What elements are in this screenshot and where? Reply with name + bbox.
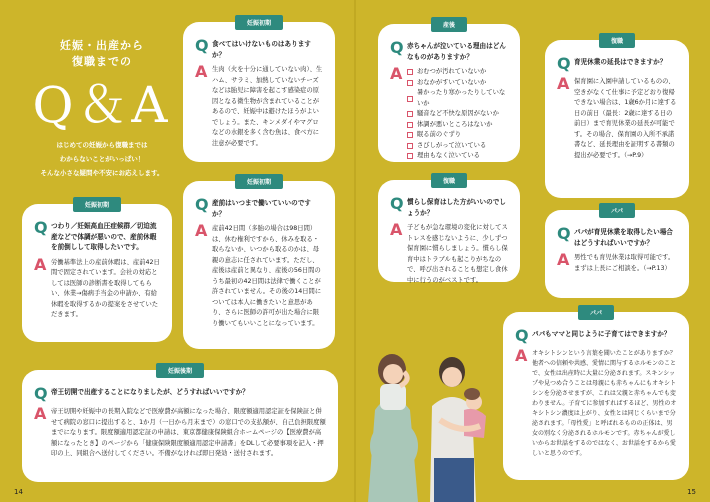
q-mark: Q	[390, 194, 404, 213]
question-row	[195, 38, 323, 60]
question-text: 慣らし保育はした方がいいのでしょうか？	[407, 198, 506, 217]
question-row	[390, 40, 508, 62]
question-row	[34, 386, 326, 402]
mother-illustration	[368, 354, 418, 502]
qa-card-papa-leave	[545, 210, 689, 298]
question-row	[195, 197, 323, 219]
father-child-illustration	[430, 357, 486, 502]
qa-card-papa-parenting	[503, 312, 689, 480]
answer-row	[34, 254, 160, 321]
question-text: 育児休業の延長はできますか？	[574, 58, 667, 66]
answer-text: オキシトシンという言葉を聞いたことがありますか？他者への信頼や共感、愛情に関与するホルモンのことで、女性は出産時に大量に分泌されます。スキンシップや見つめ合うことは母親にも赤ちゃんにもオキシトシンを分泌させますが、これは父親と赤ちゃんでも変わりません。子育てに参加すればするほど、男性のオキシトシン濃度は上がり、女性とは同じくらいまで分泌されます。「母性愛」と呼ばれるものの正体は、男女の別なく分泌されるホルモンです。赤ちゃんが愛しいからお世話をするのではなく、お世話をするから愛しいと思うのです。	[532, 350, 677, 457]
answer-row	[390, 222, 508, 286]
list-item: 暑かったり寒かったりしていないか	[407, 88, 508, 109]
tag-label: 妊娠初期	[235, 15, 283, 30]
check-box-icon	[407, 132, 413, 138]
a-mark: A	[390, 220, 403, 239]
tag-label: パパ	[578, 305, 614, 320]
qa-card-work-until	[183, 181, 335, 349]
answer-row	[195, 223, 323, 329]
list-item: 騒音など不快な原因がないか	[407, 109, 508, 120]
answer-row	[390, 66, 508, 162]
answer-row	[195, 64, 323, 149]
check-box-icon	[407, 69, 413, 75]
question-row	[557, 226, 677, 248]
question-text: パパもママと同じように子育てはできますか？	[532, 330, 671, 338]
title-block	[22, 38, 182, 178]
a-mark: A	[390, 64, 403, 83]
answer-text: 労働基準法上の産前休暇は、産前42日間で固定されています。会社の対応としては医師の診断書を取得してもらい、休業→傷病手当金の申請か、有給休暇を取得するかの提案をさせていただきます。	[51, 258, 160, 318]
title-line-2: 復職までの	[72, 55, 132, 68]
q-mark: Q	[390, 38, 404, 57]
title-line-1: 妊娠・出産から	[60, 39, 144, 52]
question-text: 産前はいつまで働いていいのですか？	[212, 199, 311, 218]
qa-card-trial-daycare	[378, 180, 520, 282]
answer-row	[34, 406, 326, 460]
q-mark: Q	[557, 224, 571, 243]
list-item: 眠る前のぐずり	[407, 130, 508, 141]
check-box-icon	[407, 111, 413, 117]
q-mark: Q	[34, 218, 48, 237]
question-text: 食べてはいけないものはありますか？	[212, 40, 311, 59]
answer-text: 子どもが急な環境の変化に対してストレスを感じないように、少しずつ保育園に慣らしましょう。慣らし保育中はトラブルも起こりがちなので、呼び出されることも想定し食休中に行うのがベストです。	[407, 224, 508, 284]
check-box-icon	[407, 153, 413, 159]
question-row	[557, 56, 677, 72]
qa-card-early-leave	[22, 204, 172, 342]
answer-text: 保育園に入園申請しているものの、空きがなくて仕事に予定どおり復帰できない場合は、1歳6か月に達する日の前日（最長：2歳に達する日の前日）まで育児休業の延長が可能です。その場合、保育園の入所不承諾書など、延長理由を証明する書類の提出が必要です。（→P.9）	[574, 78, 677, 159]
list-item: おなかがすいていないか	[407, 78, 508, 89]
a-mark: A	[557, 74, 570, 93]
question-row	[515, 328, 677, 344]
page-number-right: 15	[687, 488, 696, 496]
page-spine	[354, 0, 356, 502]
question-row	[34, 220, 160, 253]
question-text: 赤ちゃんが泣いている理由はどんなものがありますか？	[407, 42, 506, 61]
tag-label: 妊娠初期	[73, 197, 121, 212]
qa-card-food	[183, 22, 335, 162]
question-text: つわり／妊娠高血圧症候群／切迫流産などで体調が悪いので、産前休暇を前倒しして取得したいです。	[51, 222, 157, 251]
title-sub-1: はじめての妊娠から復職までは	[56, 141, 148, 149]
answer-row	[557, 76, 677, 161]
tag-label: パパ	[599, 203, 635, 218]
parents-illustration	[360, 350, 500, 502]
check-box-icon	[407, 122, 413, 128]
answer-text: 男性でも育児休業は取得可能です。まずは上長にご相談を。（→P.13）	[574, 254, 675, 272]
question-row	[390, 196, 508, 218]
answer-row	[557, 252, 677, 274]
page-reference: （→P.13）	[643, 264, 671, 272]
tag-label: 妊娠後期	[156, 363, 204, 378]
q-mark: Q	[195, 195, 209, 214]
q-mark: Q	[515, 326, 529, 345]
a-mark: A	[557, 250, 570, 269]
a-mark: A	[195, 62, 208, 81]
title-sub-2: わからないことがいっぱい！	[59, 155, 145, 163]
a-mark: A	[195, 221, 208, 240]
qa-card-leave-extension	[545, 40, 689, 198]
q-mark: Q	[557, 54, 571, 73]
q-mark: Q	[34, 384, 48, 403]
a-mark: A	[34, 254, 47, 274]
page-number-left: 14	[14, 488, 23, 496]
check-box-icon	[407, 143, 413, 149]
a-mark: A	[515, 346, 528, 365]
list-item: 体調が悪いところはないか	[407, 120, 508, 131]
tag-label: 復職	[431, 173, 467, 188]
checklist	[404, 66, 508, 162]
list-item: 理由もなく泣いている	[407, 151, 508, 162]
check-box-icon	[407, 80, 413, 86]
tag-label: 復職	[599, 33, 635, 48]
answer-text: 帝王切開や妊娠中の長期入院などで医療費が高額になった場合、限度額適用認定証を保険証と併せて病院の窓口に提出すると、1か月（一日から月末まで）の窓口での支払額が、自己負担限度額までになります。限度額適用認定証の申請は、東京都健康保険組合ホームページの【医療費が高額になったとき】のページから「健康保険限度額適用認定申請書」をDLして必要事項を記入・押印の上、同組合へ送付してください。不備がなければ即日発効・送付されます。	[51, 408, 326, 457]
qa-card-cesarean	[22, 370, 338, 482]
page-reference: （→P.9）	[623, 151, 648, 159]
qa-card-crying	[378, 24, 520, 162]
answer-row	[515, 348, 677, 459]
question-text: パパが育児休業を取得したい場合はどうすればいいですか？	[574, 228, 673, 247]
tag-label: 産後	[431, 17, 467, 32]
tag-label: 妊娠初期	[235, 174, 283, 189]
q-mark: Q	[195, 36, 209, 55]
check-box-icon	[407, 96, 413, 102]
answer-text: 産前42日間（多胎の場合は98日間）は、休む権利ですから、休みを取る・取らないか、いつから取るのかは、母親の意志に任されています。ただし、産後は産前と異なり、産後の56日間のうち最初の42日間は法律で働くことが許されていません。その後の14日間については本人に働きたいと意思があり、さらに医師の許可が出た場合に限り働いてもいいことになっています。	[212, 225, 322, 327]
list-item: さびしがって泣いている	[407, 141, 508, 152]
answer-text: 生肉（火を十分に通していない肉）、生ハム、サラミ、加熱していないチーズなどは胎児に障害を起こす感染症の原因となる微生物が含まれていることがあるので、妊娠中は避けたほうがよいでしょう。また、キンメダイやマグロなどの水銀を多く含む魚は、食べ方に注意が必要です。	[212, 66, 323, 147]
a-mark: A	[34, 404, 47, 423]
question-text: 帝王切開で出産することになりましたが、どうすればいいですか？	[51, 388, 249, 396]
list-item: おむつが汚れていないか	[407, 67, 508, 78]
title-sub-3: そんな小さな疑問や不安にお応えします。	[40, 169, 164, 177]
title-qa: Q＆A	[32, 76, 172, 134]
